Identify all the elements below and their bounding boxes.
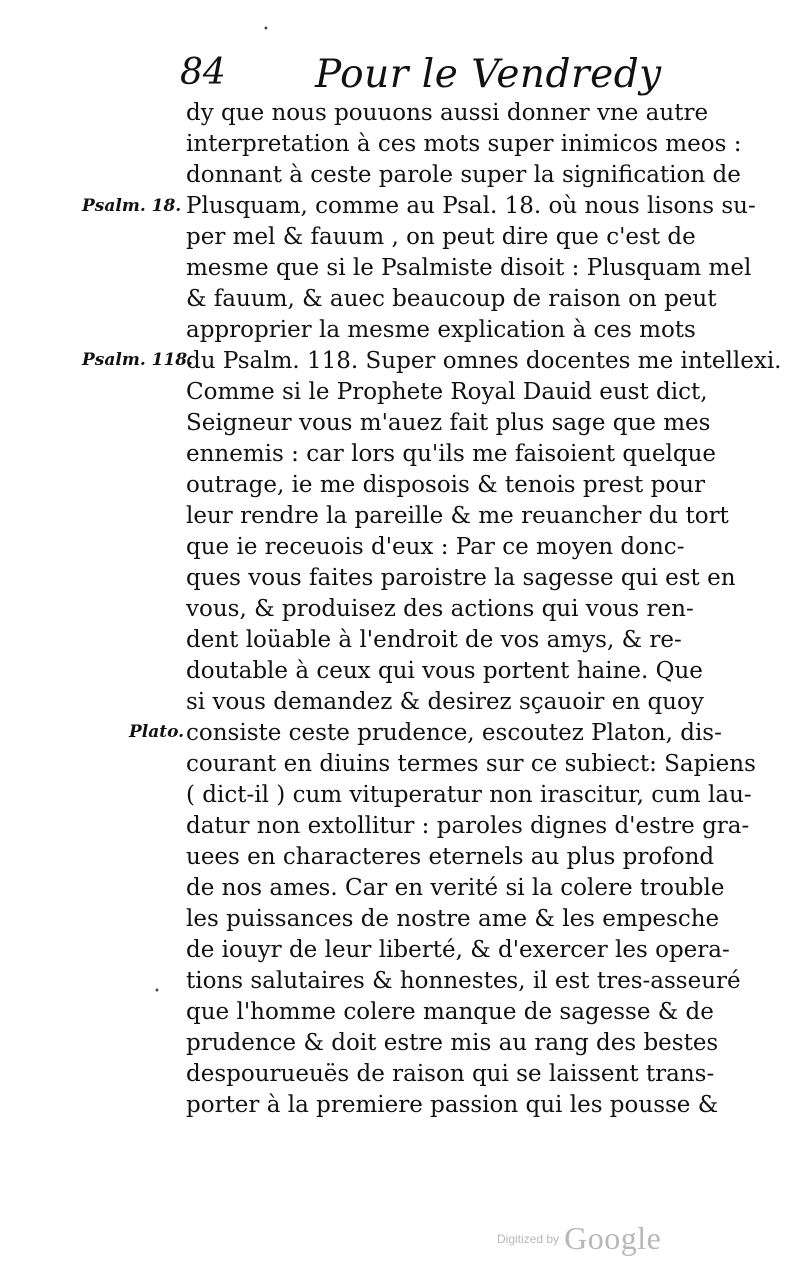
page-number: 84 xyxy=(180,52,226,93)
text-line: vous, & produisez des actions qui vous ren- xyxy=(186,596,694,622)
text-line: si vous demandez & desirez sçauoir en quoy xyxy=(186,689,704,715)
digitized-by-google-watermark xyxy=(497,1220,667,1254)
text-line: ques vous faites paroistre la sagesse qui est en xyxy=(186,565,736,591)
watermark-prefix: Digitized by xyxy=(497,1232,560,1246)
text-line: que l'homme colere manque de sagesse & de xyxy=(186,999,714,1025)
scan-speck-mark: • xyxy=(154,986,160,997)
text-line: interpretation à ces mots super inimicos meos : xyxy=(186,131,742,157)
text-line: outrage, ie me disposois & tenois prest pour xyxy=(186,472,705,498)
text-line: courant en diuins termes sur ce subiect: Sapiens xyxy=(186,751,756,777)
text-line: ( dict-il ) cum vituperatur non irascitur, cum lau- xyxy=(186,782,752,808)
text-line: mesme que si le Psalmiste disoit : Plusquam mel xyxy=(186,255,752,281)
text-line: despourueuës de raison qui se laissent trans- xyxy=(186,1061,715,1087)
text-line: les puissances de nostre ame & les empesche xyxy=(186,906,720,932)
text-line: du Psalm. 118. Super omnes docentes me intellexi. xyxy=(186,348,782,374)
margin-note-plato: Plato. xyxy=(129,722,185,742)
text-line: donnant à ceste parole super la signification de xyxy=(186,162,741,188)
text-line: Comme si le Prophete Royal Dauid eust dict, xyxy=(186,379,708,405)
page-header xyxy=(180,52,720,96)
text-line: & fauum, & auec beaucoup de raison on peut xyxy=(186,286,717,312)
text-line: prudence & doit estre mis au rang des bestes xyxy=(186,1030,719,1056)
text-line: leur rendre la pareille & me reuancher du tort xyxy=(186,503,729,529)
scan-speck-mark: • xyxy=(263,24,269,35)
running-head: Pour le Vendredy xyxy=(315,52,662,97)
text-line: uees en characteres eternels au plus profond xyxy=(186,844,715,870)
text-line: per mel & fauum , on peut dire que c'est de xyxy=(186,224,696,250)
text-line: que ie receuois d'eux : Par ce moyen donc- xyxy=(186,534,685,560)
text-line: Plusquam, comme au Psal. 18. où nous lisons su- xyxy=(186,193,756,219)
text-line: Seigneur vous m'auez fait plus sage que mes xyxy=(186,410,711,436)
text-line: consiste ceste prudence, escoutez Platon, dis- xyxy=(186,720,722,746)
text-line: de iouyr de leur liberté, & d'exercer les opera- xyxy=(186,937,730,963)
google-logo: Google xyxy=(564,1220,662,1256)
text-line: tions salutaires & honnestes, il est tres-asseuré xyxy=(186,968,741,994)
text-line: de nos ames. Car en verité si la colere trouble xyxy=(186,875,725,901)
text-line: ennemis : car lors qu'ils me faisoient quelque xyxy=(186,441,717,467)
text-line: doutable à ceux qui vous portent haine. Que xyxy=(186,658,703,684)
margin-note-psalm-118: Psalm. 118. xyxy=(82,350,194,370)
text-line: dy que nous pouuons aussi donner vne autre xyxy=(186,100,709,126)
text-line: approprier la mesme explication à ces mots xyxy=(186,317,696,343)
text-line: porter à la premiere passion qui les pousse & xyxy=(186,1092,719,1118)
margin-note-psalm-18: Psalm. 18. xyxy=(82,196,182,216)
text-line: dent loüable à l'endroit de vos amys, & re- xyxy=(186,627,682,653)
text-line: datur non extollitur : paroles dignes d'estre gra- xyxy=(186,813,750,839)
